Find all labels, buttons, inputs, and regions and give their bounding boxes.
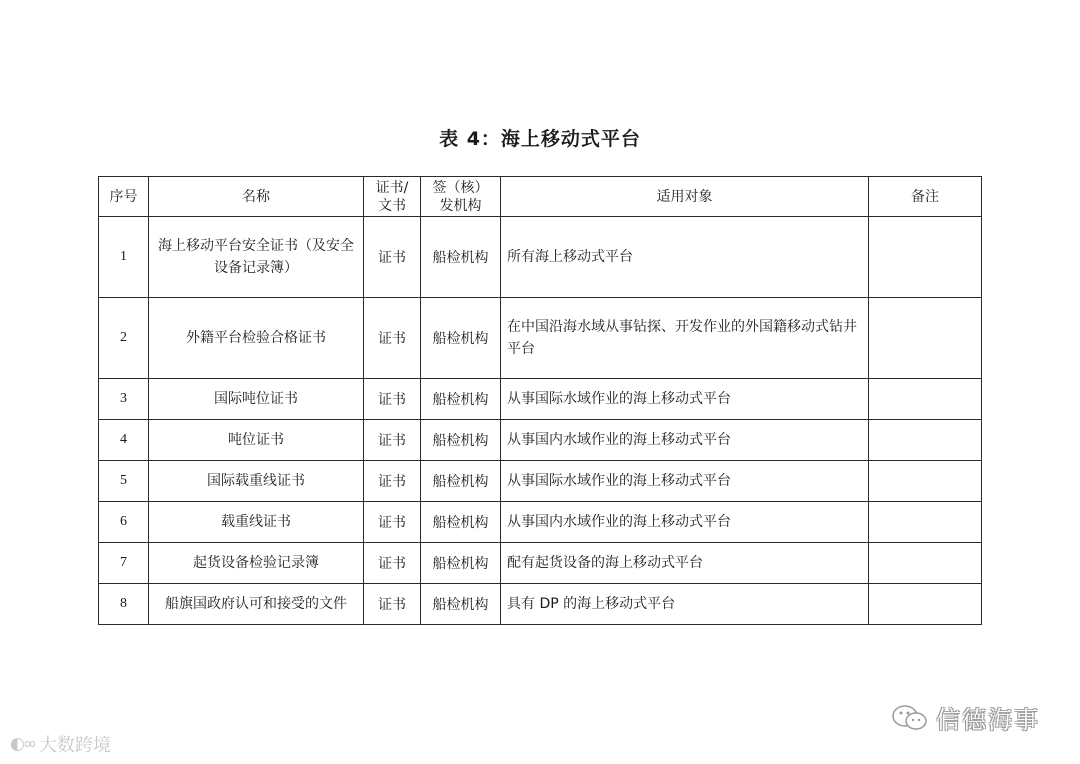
row-name: 外籍平台检验合格证书 (149, 298, 364, 379)
table-row (99, 379, 982, 420)
row-no: 1 (99, 217, 149, 298)
row-name: 国际载重线证书 (149, 461, 364, 502)
row-no: 6 (99, 502, 149, 543)
table-row (99, 584, 982, 625)
row-no: 7 (99, 543, 149, 584)
row-remark (869, 543, 982, 584)
header-issuer-line1: 签（核） (432, 179, 489, 196)
certificate-table (98, 176, 982, 625)
row-remark (869, 379, 982, 420)
table-title: 表 4：海上移动式平台 (439, 128, 641, 150)
row-type: 证书 (364, 217, 421, 298)
table-header-row (99, 177, 982, 217)
row-name: 起货设备检验记录簿 (149, 543, 364, 584)
header-name: 名称 (149, 177, 364, 217)
row-name: 国际吨位证书 (149, 379, 364, 420)
watermark-left-text: 大数跨境 (39, 735, 111, 756)
header-no: 序号 (99, 177, 149, 217)
header-issuer-line2: 发机构 (439, 197, 482, 214)
wechat-logo-icon (890, 703, 930, 733)
row-issuer: 船检机构 (421, 502, 501, 543)
row-remark (869, 298, 982, 379)
row-no: 3 (99, 379, 149, 420)
table-row (99, 543, 982, 584)
row-type: 证书 (364, 379, 421, 420)
row-no: 2 (99, 298, 149, 379)
row-type: 证书 (364, 543, 421, 584)
row-type: 证书 (364, 584, 421, 625)
table-row (99, 298, 982, 379)
header-remark: 备注 (869, 177, 982, 217)
row-target: 从事国内水域作业的海上移动式平台 (501, 502, 869, 543)
header-type-line2: 文书 (378, 197, 406, 214)
row-target: 从事国际水域作业的海上移动式平台 (501, 379, 869, 420)
row-target: 配有起货设备的海上移动式平台 (501, 543, 869, 584)
row-type: 证书 (364, 502, 421, 543)
row-remark (869, 584, 982, 625)
row-target: 具有 DP 的海上移动式平台 (501, 584, 869, 625)
row-name: 载重线证书 (149, 502, 364, 543)
row-target: 在中国沿海水域从事钻探、开发作业的外国籍移动式钻井平台 (501, 298, 869, 379)
header-issuer (421, 177, 501, 217)
table-row (99, 461, 982, 502)
row-issuer: 船检机构 (421, 379, 501, 420)
row-type: 证书 (364, 420, 421, 461)
row-target: 所有海上移动式平台 (501, 217, 869, 298)
row-name: 海上移动平台安全证书（及安全设备记录簿） (149, 217, 364, 298)
row-issuer: 船检机构 (421, 584, 501, 625)
row-issuer: 船检机构 (421, 420, 501, 461)
row-remark (869, 461, 982, 502)
row-type: 证书 (364, 461, 421, 502)
row-issuer: 船检机构 (421, 461, 501, 502)
row-name: 船旗国政府认可和接受的文件 (149, 584, 364, 625)
header-type (364, 177, 421, 217)
row-target: 从事国内水域作业的海上移动式平台 (501, 420, 869, 461)
row-issuer: 船检机构 (421, 298, 501, 379)
row-issuer: 船检机构 (421, 543, 501, 584)
table-row (99, 217, 982, 298)
watermark-left (10, 731, 111, 757)
table-row (99, 502, 982, 543)
row-remark (869, 502, 982, 543)
row-name: 吨位证书 (149, 420, 364, 461)
header-type-line1: 证书/ (375, 179, 409, 196)
row-target: 从事国际水域作业的海上移动式平台 (501, 461, 869, 502)
row-type: 证书 (364, 298, 421, 379)
header-target: 适用对象 (501, 177, 869, 217)
row-no: 4 (99, 420, 149, 461)
table-row (99, 420, 982, 461)
row-issuer: 船检机构 (421, 217, 501, 298)
row-remark (869, 420, 982, 461)
row-no: 5 (99, 461, 149, 502)
watermark-right-text: 信德海事 (936, 706, 1040, 734)
weibo-logo-icon: ◐∞ (10, 734, 35, 754)
watermark-right (890, 700, 1040, 735)
row-remark (869, 217, 982, 298)
row-no: 8 (99, 584, 149, 625)
